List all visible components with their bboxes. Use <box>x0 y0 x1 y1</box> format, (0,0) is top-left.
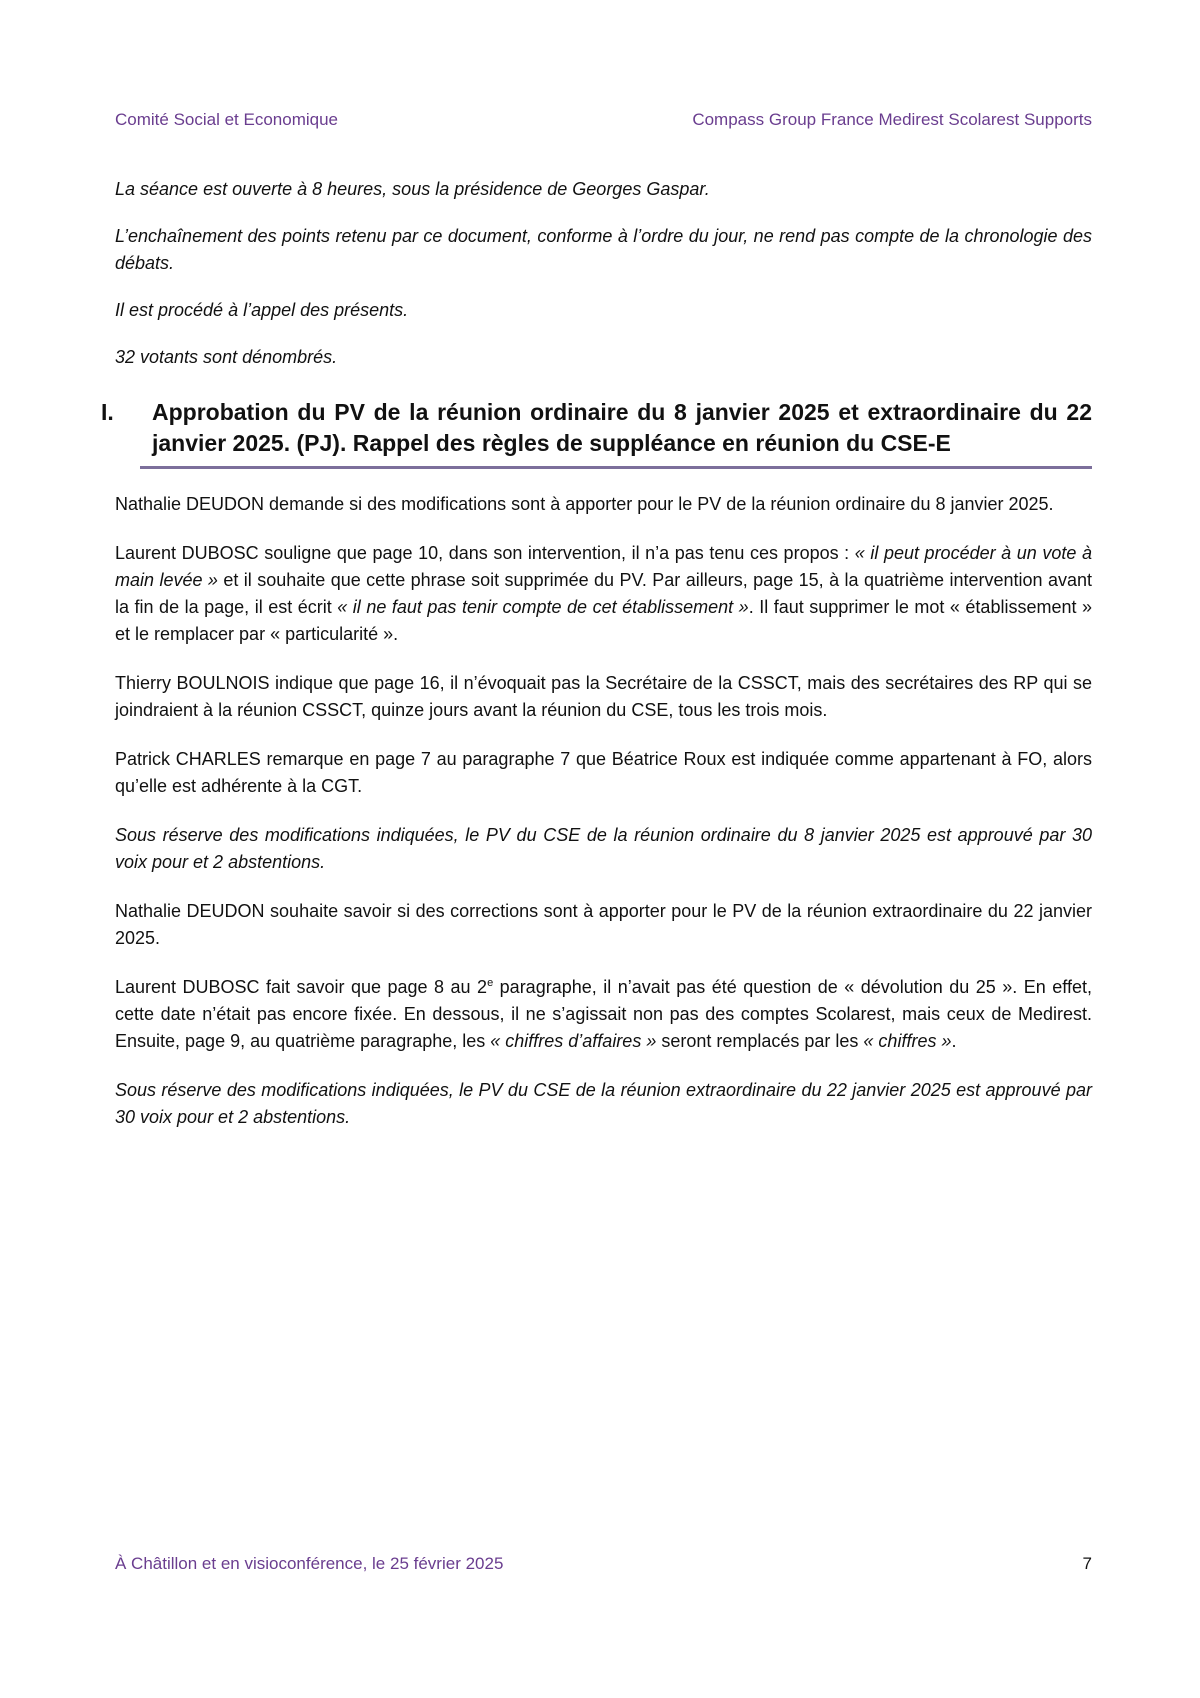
quote-run: « chiffres » <box>863 1031 952 1051</box>
page-footer <box>115 1554 1092 1574</box>
text-run: paragraphe, il n’avait pas été question de « dévolution du 25 ». En effet, cette date n’était pas encore fixée. En dessous, il ne s’agissait non pas des comptes Scolarest, mais ceux de Medirest. Ensuite, page 9, au quatrième paragraphe, les <box>115 977 1092 1051</box>
text-run: Laurent DUBOSC fait savoir que page 8 au 2 <box>115 977 488 997</box>
superscript: e <box>487 977 494 989</box>
quote-run: « il peut procéder à un vote à main levée » <box>115 543 1092 590</box>
quote-run: « il ne faut pas tenir compte de cet établissement » <box>337 597 749 617</box>
paragraph-dubosc-2 <box>115 974 1092 1055</box>
text-run: . Il faut supprimer le mot « établissement » et le remplacer par « particularité ». <box>115 597 1093 644</box>
page-content <box>101 176 1093 1153</box>
page-header <box>115 110 1092 130</box>
section-title: Approbation du PV de la réunion ordinaire du 8 janvier 2025 et extraordinaire du 22 janvier 2025. (PJ). Rappel des règles de suppléance en réunion du CSE-E <box>152 399 1092 456</box>
page-number: 7 <box>1082 1554 1092 1573</box>
quote-run: « chiffres d’affaires » <box>490 1031 657 1051</box>
section-number: I. <box>101 399 114 425</box>
footer-location-date: À Châtillon et en visioconférence, le 25 février 2025 <box>115 1554 504 1573</box>
paragraph-deudon-2: Nathalie DEUDON souhaite savoir si des corrections sont à apporter pour le PV de la réunion extraordinaire du 22 janvier 2025. <box>115 901 1092 948</box>
text-run: Laurent DUBOSC souligne que page 10, dans son intervention, il n’a pas tenu ces propos : <box>115 543 855 563</box>
paragraph-vote-extraordinaire: Sous réserve des modifications indiquées, le PV du CSE de la réunion extraordinaire du 22 janvier 2025 est approuvé par 30 voix pour et 2 abstentions. <box>115 1080 1092 1127</box>
intro-paragraph: 32 votants sont dénombrés. <box>115 347 338 367</box>
header-right: Compass Group France Medirest Scolarest Supports <box>692 110 1092 129</box>
text-run: . <box>951 1031 957 1051</box>
paragraph-dubosc-1 <box>115 540 1092 648</box>
intro-paragraph: Il est procédé à l’appel des présents. <box>115 300 409 320</box>
paragraph-charles: Patrick CHARLES remarque en page 7 au paragraphe 7 que Béatrice Roux est indiquée comme appartenant à FO, alors qu’elle est adhérente à la CGT. <box>115 749 1092 796</box>
section-underline <box>140 466 1092 469</box>
text-run: seront remplacés par les <box>656 1031 864 1051</box>
text-run: et il souhaite que cette phrase soit supprimée du PV. Par ailleurs, page 15, à la quatrième intervention avant la fin de la page, il est écrit <box>115 570 1092 617</box>
intro-paragraph: La séance est ouverte à 8 heures, sous la présidence de Georges Gaspar. <box>115 179 710 199</box>
section-heading <box>101 397 1092 463</box>
intro-paragraph: L’enchaînement des points retenu par ce document, conforme à l’ordre du jour, ne rend pas compte de la chronologie des débats. <box>115 226 1092 273</box>
paragraph-deudon-1: Nathalie DEUDON demande si des modifications sont à apporter pour le PV de la réunion ordinaire du 8 janvier 2025. <box>115 494 1054 514</box>
paragraph-boulnois: Thierry BOULNOIS indique que page 16, il n’évoquait pas la Secrétaire de la CSSCT, mais des secrétaires des RP qui se joindraient à la réunion CSSCT, quinze jours avant la réunion du CSE, tous les trois mois. <box>115 673 1092 720</box>
paragraph-vote-ordinaire: Sous réserve des modifications indiquées, le PV du CSE de la réunion ordinaire du 8 janvier 2025 est approuvé par 30 voix pour et 2 abstentions. <box>115 825 1092 872</box>
intro-block <box>115 176 1092 371</box>
header-left: Comité Social et Economique <box>115 110 339 129</box>
